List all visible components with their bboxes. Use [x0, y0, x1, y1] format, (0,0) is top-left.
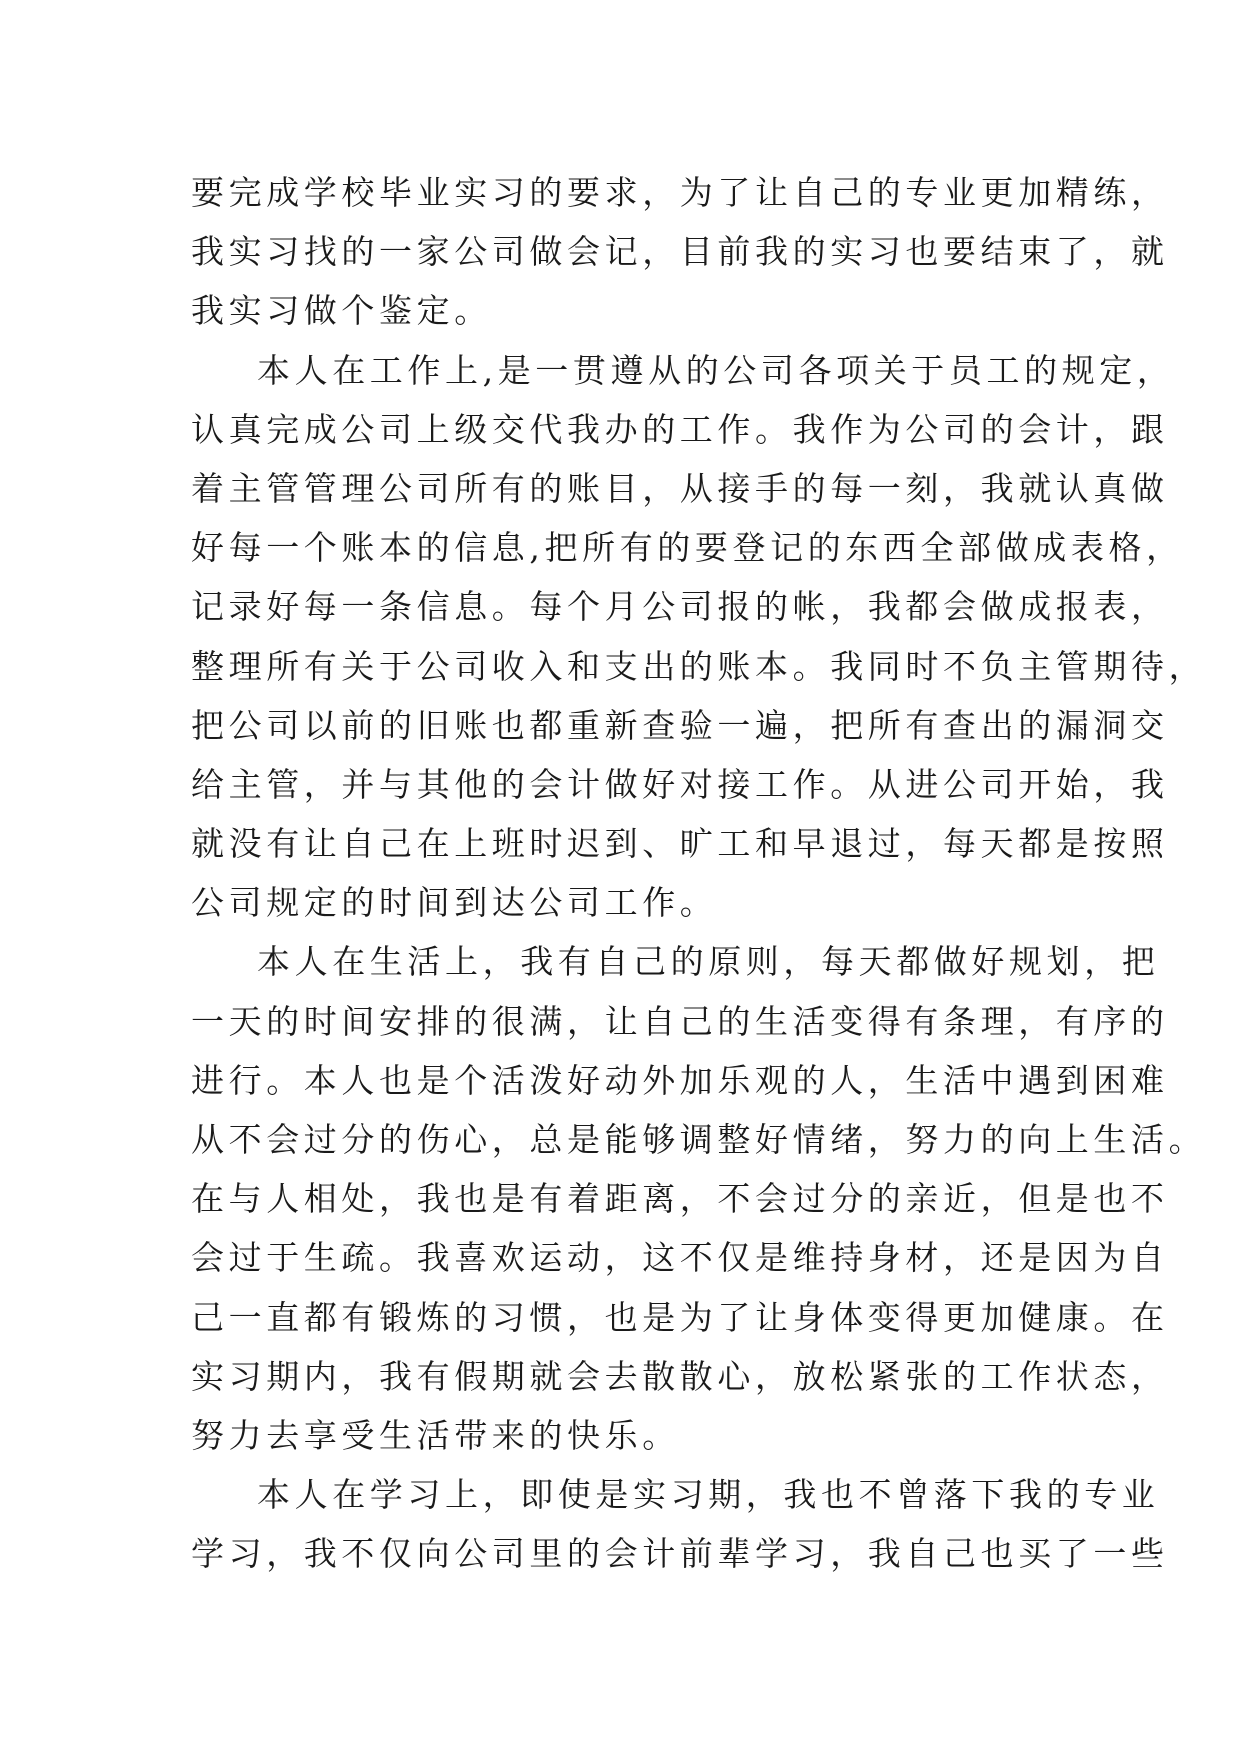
text-line: 着主管管理公司所有的账目，从接手的每一刻，我就认真做 — [191, 468, 1169, 508]
paragraph — [191, 341, 1207, 933]
text-line: 记录好每一条信息。每个月公司报的帐，我都会做成报表， — [191, 587, 1169, 627]
paragraph — [191, 1465, 1169, 1583]
text-line: 整理所有关于公司收入和支出的账本。我同时不负主管期待， — [191, 646, 1207, 686]
text-line: 本人在生活上，我有自己的原则，每天都做好规划，把 — [257, 942, 1160, 982]
text-line: 公司规定的时间到达公司工作。 — [191, 883, 718, 923]
text-line: 认真完成公司上级交代我办的工作。我作为公司的会计，跟 — [191, 409, 1169, 449]
text-line: 在与人相处，我也是有着距离，不会过分的亲近，但是也不 — [191, 1179, 1169, 1219]
paragraph — [191, 932, 1207, 1465]
text-line: 把公司以前的旧账也都重新查验一遍，把所有查出的漏洞交 — [191, 705, 1169, 745]
document-body — [191, 163, 1207, 1584]
text-line: 我实习做个鉴定。 — [191, 291, 492, 331]
text-line: 本人在工作上,是一贯遵从的公司各项关于员工的规定， — [257, 350, 1175, 390]
text-line: 会过于生疏。我喜欢运动，这不仅是维持身材，还是因为自 — [191, 1238, 1169, 1278]
text-line: 己一直都有锻炼的习惯，也是为了让身体变得更加健康。在 — [191, 1297, 1169, 1337]
text-line: 给主管，并与其他的会计做好对接工作。从进公司开始，我 — [191, 764, 1169, 804]
text-line: 进行。本人也是个活泼好动外加乐观的人，生活中遇到困难 — [191, 1060, 1169, 1100]
text-line: 要完成学校毕业实习的要求，为了让自己的专业更加精练， — [191, 173, 1169, 212]
text-line: 我实习找的一家公司做会记，目前我的实习也要结束了，就 — [191, 232, 1169, 272]
text-line: 好每一个账本的信息,把所有的要登记的东西全部做成表格， — [191, 528, 1184, 568]
text-line: 本人在学习上，即使是实习期，我也不曾落下我的专业 — [257, 1475, 1160, 1515]
text-line: 努力去享受生活带来的快乐。 — [191, 1415, 680, 1455]
text-line: 学习，我不仅向公司里的会计前辈学习，我自己也买了一些 — [191, 1534, 1169, 1574]
text-line: 就没有让自己在上班时迟到、旷工和早退过，每天都是按照 — [191, 824, 1169, 864]
paragraph — [191, 163, 1169, 341]
text-line: 实习期内，我有假期就会去散散心，放松紧张的工作状态， — [191, 1356, 1169, 1396]
text-line: 从不会过分的伤心，总是能够调整好情绪，努力的向上生活。 — [191, 1120, 1207, 1159]
text-line: 一天的时间安排的很满，让自己的生活变得有条理，有序的 — [191, 1001, 1169, 1041]
